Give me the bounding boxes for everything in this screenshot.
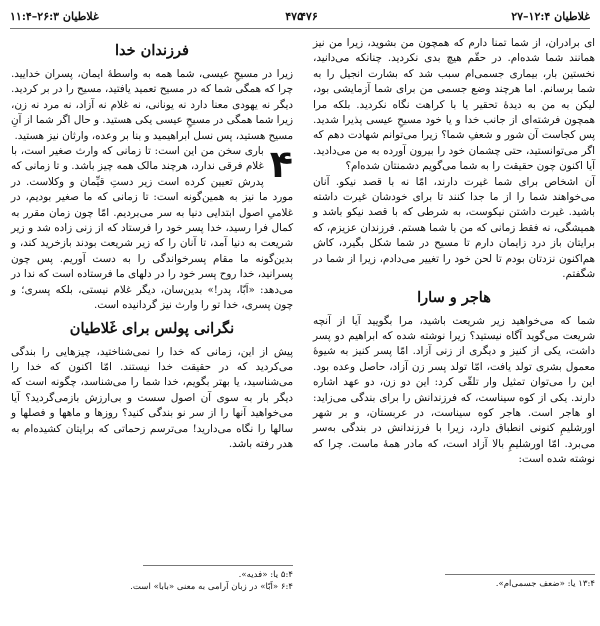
- footnote: ۱۳:۴ یا: «ضعف جسمی‌ام».: [495, 579, 595, 589]
- left-footnotes: [11, 565, 293, 593]
- running-header: [10, 10, 590, 28]
- right-page-text: [313, 36, 595, 468]
- footnote: ۵:۴ یا: «فدیه».: [238, 570, 293, 580]
- right-paragraph-2: آن اشخاص برای شما غیرت دارند، امّا نه با قصد نیکو. آنان می‌خواهند شما را از ما جدا کنند تا برای خودشان غیرت داشته باشید. غیرت داشتن نیکوست، به شرطی که با قصد نیکو باشد و همیشگی، نه فقط زمانی که من با شما هستم. فرزندان عزیزم، که برایتان باز درد زایمان دارم تا مسیح در شما شکل بگیرد، کاش هم‌اکنون نزدتان بودم تا لحن خود را تغییر می‌دادم، زیرا از شما در شگفتم.: [313, 175, 595, 281]
- left-paragraph-3: پیش از این، زمانی که خدا را نمی‌شناختید، چیزهایی را بندگی می‌کردید که در حقیقت خدا نیستند. امّا اکنون که خدا را می‌شناسید، یا بهتر بگویم، خدا شما را می‌شناسد، چگونه است که دیگر بار به سوی آن اصول سست و بی‌ارزش بازمی‌گردید؟ آیا می‌خواهید آنها را از سر نو بندگی کنید؟ روزها و ماهها و فصلها و سالها را نگاه می‌دارید! می‌ترسم زحماتی که برایتان کشیده‌ام به هدر رفته باشد.: [11, 345, 293, 450]
- section-heading-pauls-concern: نگرانی پولس برای غَلاطیان: [69, 319, 235, 337]
- left-paragraph-2: باری سخن من این است: تا زمانی که وارث صغیر است، با غلام فرقی ندارد، هرچند مالک همه چیز باشد. و تا زمانی که پدرش تعیین کرده است زیر دستِ قیِّمان و وکلاست. در مورد ما نیز به همین‌گونه است: تا زمانی که ما صغیر بودیم، در غلامیِ اصول ابتدایی دنیا به سر می‌بردیم. امّا چون زمان مقرر به کمال فرا رسید، خدا پسر خود را فرستاد که از زنی زاده شد و زیر شریعت به دنیا آمد، تا آنان را که زیر شریعت بودند بازخرید کند، و بدین‌گونه ما مقام پسرخواندگی را به دست آوریم. پس چون پسرانید، خدا روح پسر خود را در دلهای ما فرستاده است که ندا در می‌دهد: «اَبّا، پدر!» بدین‌سان، دیگر غلام نیستی، بلکه پسری؛ و چون پسری، خدا تو را وارث نیز گردانیده است.: [11, 145, 293, 312]
- right-paragraph-3: شما که می‌خواهید زیر شریعت باشید، مرا بگویید آیا از آنچه شریعت می‌گوید آگاه نیستید؟ زیرا نوشته شده که ابراهیم دو پسر داشت، یکی از کنیز و دیگری از زنی آزاد. امّا پسر کنیز به شیوهٔ معمول بشری تولد یافت، امّا تولد پسر زن آزاد، حاصل وعده بود. این را می‌توان تمثیل وار تلقّی کرد: این دو زن، دو عهد اشاره دارند. یکی از کوه سیناست، که فرزندانش را برای بندگی می‌زاید: او هاجر است. هاجر کوه سیناست، در عربستان، و بر شهر اورشلیمِ کنونی انطباق دارد، زیرا با فرزندانش در بندگی به‌سر می‌برد. امّا اورشلیمِ بالا آزاد است، که مادر همهٔ ماست. چرا که نوشته شده است:: [313, 314, 595, 466]
- footnote-rule: [445, 574, 595, 575]
- left-page-number: ۴۷۵: [285, 10, 303, 23]
- right-paragraph-1: ای برادران، از شما تمنا دارم که همچون من بشوید، زیرا من نیز همانند شما شده‌ام. در حقّم هیچ بدی نکردید. چنانکه می‌دانید، نخستین بار، بیماری جسمی‌ام سبب شد که بشارت انجیل را به شما برسانم. اما هرچند وضع جسمی من برای شما آزمایشی بود، لیکن به من به دیدهٔ تحقیر یا با کراهت نگاه نکردید. بلکه مرا همچون فرشته‌ای از جانب خدا و یا خود مسیحِ عیسی پذیرا شدید. پس کجاست آن شور و شعفِ شما؟ زیرا می‌توانم شهادت دهم که اگر می‌توانستید، حتی چشمان خود را بیرون آورده به من می‌دادید. آیا اکنون چون حقیقت را به شما می‌گویم دشمنتان شده‌ام؟: [313, 37, 595, 173]
- header-divider: [10, 28, 590, 29]
- left-page-book-reference: غلاطیان ۲۶:۳–۱۱:۴: [10, 10, 99, 23]
- section-heading-hagar-sarah: هاجر و سارا: [417, 288, 491, 306]
- footnote-rule: [143, 565, 293, 566]
- right-page-book-reference: غلاطیان ۱۲:۴–۲۷: [511, 10, 590, 23]
- footnote: ۶:۴ «اَبّا» در زبان آرامی به معنی «بابا» است.: [130, 582, 293, 592]
- right-footnotes: [313, 574, 595, 590]
- right-page-number: ۴۷۶: [300, 10, 318, 23]
- left-paragraph-1: زیرا در مسیحِ عیسی، شما همه به واسطهٔ ایمان، پسران خدایید. چرا که همگی شما که در مسیح تعمید یافتید، مسیح را در بر کردید. دیگر نه یهودی معنا دارد نه یونانی، نه غلام نه آزاد، نه مرد نه زن، زیرا شما همگی در مسیحِ عیسی یکی هستید. و حال اگر شما از آنِ مسیح هستید، پس نسل ابراهیمید و بنا بر وعده، وارثان نیز هستید.: [11, 68, 293, 142]
- section-heading-children-of-god: فرزندان خدا: [115, 42, 189, 59]
- left-page-text: [11, 36, 293, 452]
- chapter-number: ۴: [269, 142, 293, 187]
